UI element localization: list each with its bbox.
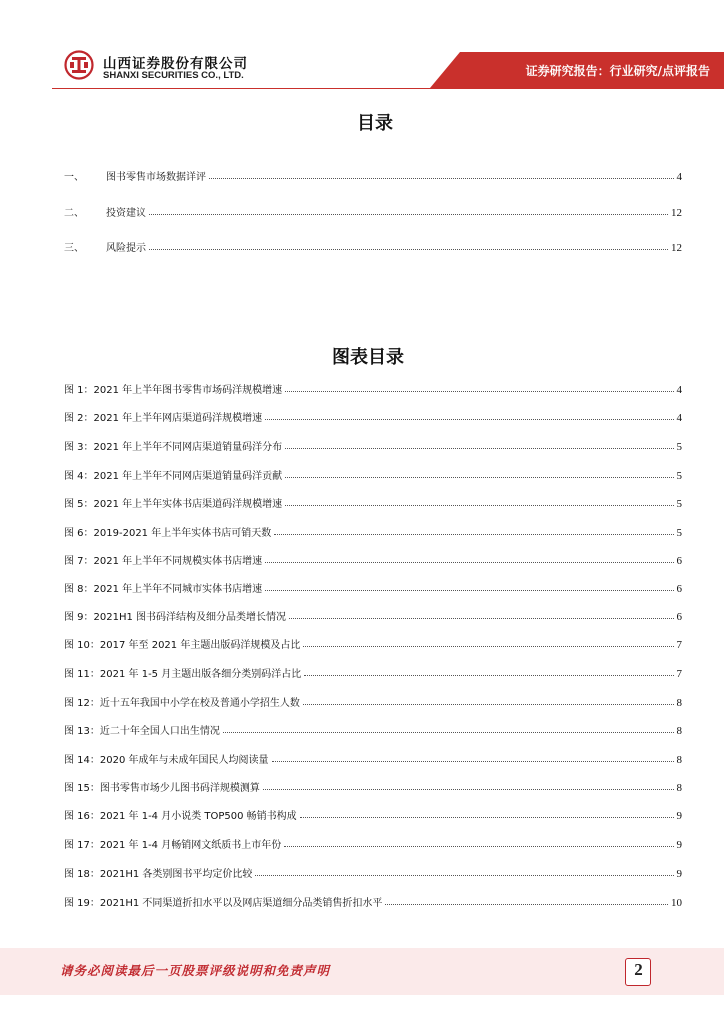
toc-entry-label: 风险提示: [106, 243, 146, 254]
figure-entry-label: 图 5：2021 年上半年实体书店渠道码洋规模增速: [64, 499, 283, 510]
figure-entry-label: 图 9：2021H1 图书码洋结构及细分品类增长情况: [64, 612, 287, 623]
figure-entry-page: 6: [676, 611, 682, 623]
figure-entry-label: 图 17：2021 年 1-4 月畅销网文纸质书上市年份: [64, 840, 282, 851]
figure-entry[interactable]: [64, 693, 682, 709]
figure-entry-label: 图 10：2017 年至 2021 年主题出版码洋规模及占比: [64, 640, 301, 651]
figure-leader-dots: [255, 874, 673, 876]
figure-entry-label: 图 6：2019-2021 年上半年实体书店可销天数: [64, 528, 272, 539]
figure-leader-dots: [289, 617, 673, 619]
figure-entry-page: 9: [676, 839, 682, 851]
figure-leader-dots: [304, 674, 673, 676]
figure-entry-page: 5: [676, 527, 682, 539]
figure-entry-page: 9: [676, 810, 682, 822]
figure-entry[interactable]: [64, 466, 682, 482]
figure-entry-label: 图 11：2021 年 1-5 月主题出版各细分类别码洋占比: [64, 669, 302, 680]
figure-leader-dots: [385, 903, 668, 905]
figure-entry-page: 5: [676, 441, 682, 453]
figure-entry-label: 图 13：近二十年全国人口出生情况: [64, 726, 220, 737]
toc-leader-dots: [209, 177, 674, 179]
figure-entry-label: 图 12：近十五年我国中小学在校及普通小学招生人数: [64, 698, 300, 709]
figure-entry-label: 图 16：2021 年 1-4 月小说类 TOP500 畅销书构成: [64, 811, 297, 822]
figure-entry-page: 10: [671, 897, 682, 909]
figure-entry[interactable]: [64, 721, 682, 737]
figure-entry[interactable]: [64, 607, 682, 623]
figure-leader-dots: [285, 390, 673, 392]
figure-entry-page: 8: [676, 754, 682, 766]
toc-title: 目录: [357, 113, 393, 134]
figure-entry-page: 6: [676, 583, 682, 595]
figure-entry-page: 4: [676, 384, 682, 396]
figure-entry-label: 图 8：2021 年上半年不同城市实体书店增速: [64, 584, 263, 595]
figure-leader-dots: [303, 703, 674, 705]
toc-entry[interactable]: [64, 238, 682, 254]
figure-entry[interactable]: [64, 893, 682, 909]
toc-entry-number: 一、: [64, 172, 84, 183]
toc-entry-number: 三、: [64, 243, 84, 254]
figure-entry[interactable]: [64, 437, 682, 453]
toc-entry-label: 图书零售市场数据详评: [106, 172, 206, 183]
figure-entry[interactable]: [64, 778, 682, 794]
toc-leader-dots: [149, 248, 668, 250]
figure-leader-dots: [285, 504, 673, 506]
figure-leader-dots: [303, 645, 673, 647]
footer-disclaimer: 请务必阅读最后一页股票评级说明和免责声明: [60, 963, 331, 978]
figure-leader-dots: [265, 561, 673, 563]
figure-leader-dots: [265, 589, 673, 591]
figure-entry-label: 图 2：2021 年上半年网店渠道码洋规模增速: [64, 413, 263, 424]
figure-entry[interactable]: [64, 408, 682, 424]
figure-entry-page: 9: [676, 868, 682, 880]
figure-entry-page: 7: [676, 668, 682, 680]
figure-leader-dots: [263, 788, 674, 790]
figure-entry[interactable]: [64, 551, 682, 567]
figure-list-title: 图表目录: [332, 347, 404, 368]
figure-entry-label: 图 1：2021 年上半年图书零售市场码洋规模增速: [64, 385, 283, 396]
figure-entry[interactable]: [64, 664, 682, 680]
figure-entry-page: 8: [676, 725, 682, 737]
toc-entry-page: 4: [676, 171, 682, 183]
figure-entry[interactable]: [64, 635, 682, 651]
figure-leader-dots: [285, 447, 673, 449]
company-name-cn: 山西证券股份有限公司: [103, 56, 248, 72]
page-number: 2: [634, 960, 643, 979]
toc-entry[interactable]: [64, 167, 682, 183]
figure-entry-page: 6: [676, 555, 682, 567]
figure-leader-dots: [265, 418, 673, 420]
figure-entry-page: 8: [676, 782, 682, 794]
figure-entry[interactable]: [64, 494, 682, 510]
toc-entry-page: 12: [671, 207, 682, 219]
toc-leader-dots: [149, 213, 668, 215]
figure-entry-label: 图 15：图书零售市场少儿图书码洋规模测算: [64, 783, 260, 794]
company-name-en: SHANXI SECURITIES CO., LTD.: [103, 70, 244, 81]
figure-leader-dots: [285, 476, 673, 478]
figure-entry-page: 4: [676, 412, 682, 424]
figure-entry-label: 图 19：2021H1 不同渠道折扣水平以及网店渠道细分品类销售折扣水平: [64, 898, 383, 909]
figure-leader-dots: [300, 816, 674, 818]
figure-leader-dots: [272, 760, 674, 762]
figure-leader-dots: [223, 731, 674, 733]
figure-entry-label: 图 4：2021 年上半年不同网店渠道销量码洋贡献: [64, 471, 283, 482]
figure-entry[interactable]: [64, 806, 682, 822]
figure-leader-dots: [274, 533, 673, 535]
report-type-label: 证券研究报告：行业研究/点评报告: [525, 64, 710, 78]
figure-entry-label: 图 3：2021 年上半年不同网店渠道销量码洋分布: [64, 442, 283, 453]
toc-entry-number: 二、: [64, 208, 84, 219]
figure-entry[interactable]: [64, 864, 682, 880]
figure-entry-page: 5: [676, 470, 682, 482]
figure-entry[interactable]: [64, 579, 682, 595]
figure-entry-label: 图 14：2020 年成年与未成年国民人均阅读量: [64, 755, 269, 766]
page-header: [0, 0, 724, 100]
figure-entry[interactable]: [64, 835, 682, 851]
header-divider: [52, 88, 724, 89]
figure-entry-label: 图 7：2021 年上半年不同规模实体书店增速: [64, 556, 263, 567]
toc-entry[interactable]: [64, 203, 682, 219]
figure-entry-page: 5: [676, 498, 682, 510]
toc-entry-page: 12: [671, 242, 682, 254]
figure-entry[interactable]: [64, 750, 682, 766]
company-logo-icon: [64, 50, 94, 80]
figure-entry[interactable]: [64, 523, 682, 539]
figure-entry-page: 7: [676, 639, 682, 651]
figure-entry[interactable]: [64, 380, 682, 396]
toc-entry-label: 投资建议: [106, 208, 146, 219]
figure-entry-label: 图 18：2021H1 各类别图书平均定价比较: [64, 869, 253, 880]
figure-entry-page: 8: [676, 697, 682, 709]
figure-leader-dots: [284, 845, 673, 847]
